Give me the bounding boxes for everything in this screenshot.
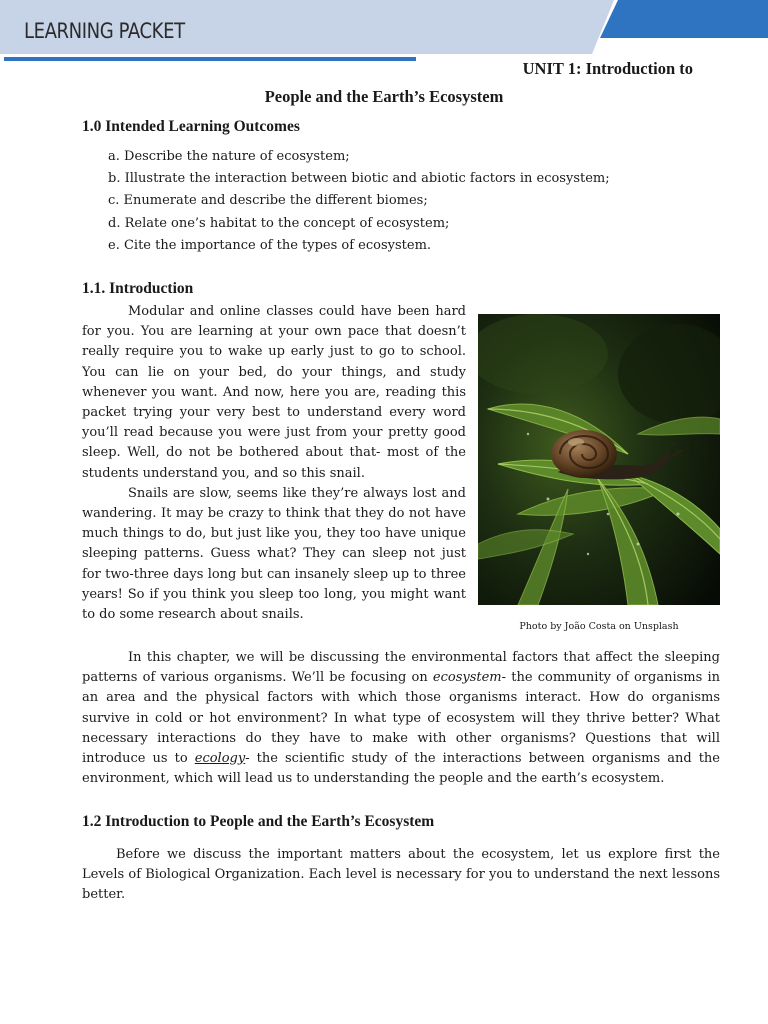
photo-caption: Photo by João Costa on Unsplash bbox=[519, 621, 679, 632]
banner-title: LEARNING PACKET bbox=[24, 19, 185, 43]
people-ecosystem-paragraph: Before we discuss the important matters about the ecosystem, let us explore first the Levels of Biological Organization. Each level is necessary for you to understand the next lessons better. bbox=[82, 847, 720, 903]
introduction-heading: 1.1. Introduction bbox=[82, 280, 194, 297]
list-item: b. Illustrate the interaction between biotic and abiotic factors in ecosystem; bbox=[108, 171, 610, 187]
intro-paragraph-1: Modular and online classes could have been hard for you. You are learning at your own pace that doesn’t really require you to wake up early just to go to school. You can lie on your bed, do your things, and study whenever you want. And now, here you are, reading this packet trying your very best to understand every word you’ll read because you were just from your pretty good sleep. Well, do not be bothered about that- most of the students understand you, and so this snail. bbox=[82, 304, 466, 481]
intro-paragraph-2: Snails are slow, seems like they’re always lost and wandering. It may be crazy to think that they do not have much things to do, but just like you, they too have unique sleeping patterns. Guess what? They can sleep not just for two-three days long but can insanely sleep up to three years! So if you think you sleep too long, you might want to do some research about snails. bbox=[82, 485, 466, 623]
intro-column bbox=[82, 302, 466, 625]
para3-part-a: In this chapter, we will be discussing the environmental factors that affect the sleeping patterns of various organisms. We’ll be focusing on bbox=[82, 650, 720, 686]
banner-underline bbox=[4, 57, 416, 61]
outcomes-heading: 1.0 Intended Learning Outcomes bbox=[82, 118, 300, 135]
list-item: c. Enumerate and describe the different biomes; bbox=[108, 193, 428, 209]
intro-paragraph-3 bbox=[82, 648, 720, 789]
list-item: d. Relate one’s habitat to the concept of ecosystem; bbox=[108, 215, 450, 231]
banner-accent-block bbox=[600, 0, 768, 38]
list-item: a. Describe the nature of ecosystem; bbox=[108, 149, 350, 164]
snail-photo bbox=[478, 314, 720, 605]
para3-part-c: - the scientific study of the interactions between organisms and the environment, which will lead us to understanding the people and the earth’s ecosystem. bbox=[82, 751, 720, 787]
para3-part-b: - the community of organisms in an area and the physical factors with which those organisms interact. How do organisms survive in cold or hot environment? In what type of ecosystem will they thrive better? What necessary interactions do they have to make with other organisms? Questions that will introduce us to bbox=[82, 670, 720, 767]
unit-title-line1: UNIT 1: Introduction to bbox=[522, 59, 693, 78]
unit-title-line2: People and the Earth’s Ecosystem bbox=[264, 87, 504, 106]
term-ecosystem: ecosystem bbox=[432, 670, 502, 686]
intro-paragraph-3-container bbox=[82, 648, 720, 789]
people-ecosystem-heading: 1.2 Introduction to People and the Earth’s Ecosystem bbox=[82, 813, 435, 830]
list-item: e. Cite the importance of the types of ecosystem. bbox=[108, 237, 432, 253]
term-ecology: ecology bbox=[194, 751, 246, 767]
people-ecosystem-body bbox=[82, 845, 720, 906]
outcomes-list bbox=[108, 146, 610, 257]
